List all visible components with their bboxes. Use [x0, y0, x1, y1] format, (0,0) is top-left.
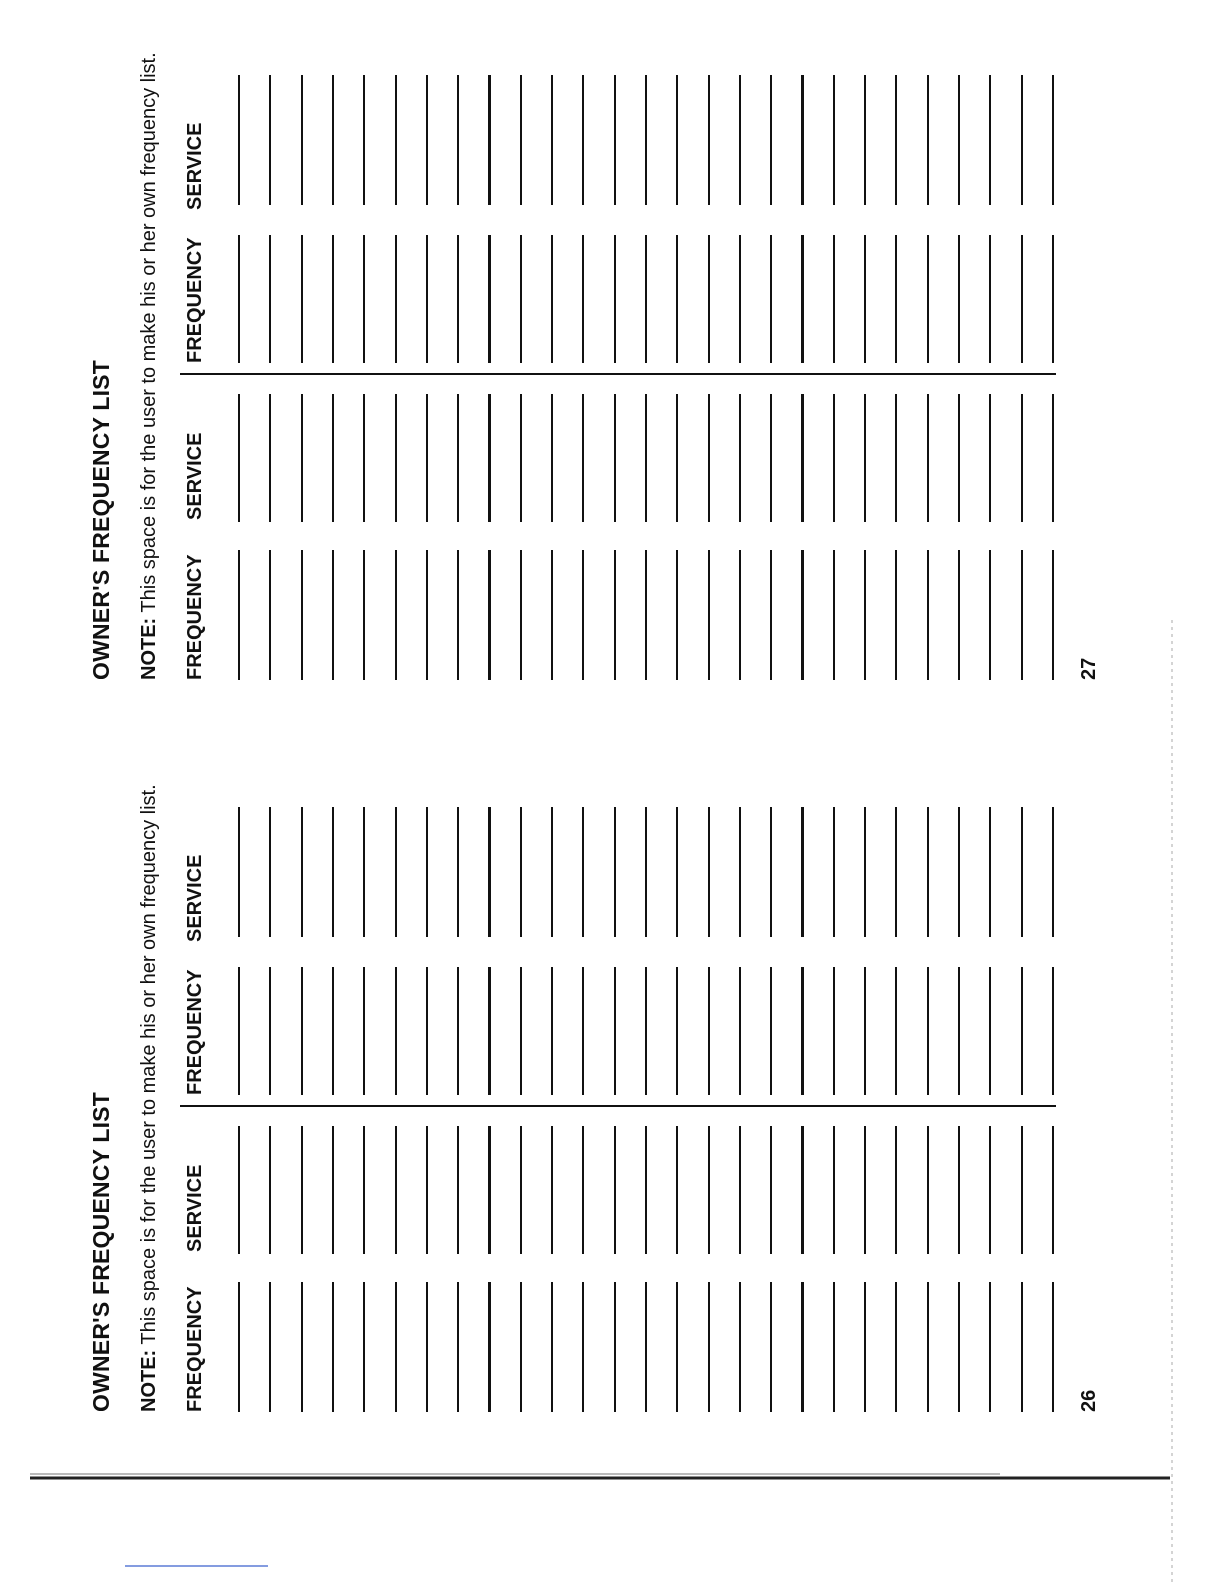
write-line[interactable] [332, 967, 334, 1095]
write-line[interactable] [895, 1126, 897, 1254]
write-line[interactable] [301, 75, 303, 205]
write-line[interactable] [238, 394, 240, 522]
write-line[interactable] [269, 550, 271, 680]
write-line[interactable] [895, 75, 897, 205]
write-line[interactable] [238, 1282, 240, 1412]
write-line[interactable] [1021, 807, 1023, 937]
write-line[interactable] [1052, 1126, 1054, 1254]
write-line[interactable] [457, 1126, 459, 1254]
write-line[interactable] [363, 235, 365, 363]
write-line[interactable] [833, 1126, 835, 1254]
write-line[interactable] [1052, 235, 1054, 363]
write-line[interactable] [739, 235, 741, 363]
write-line[interactable] [426, 394, 428, 522]
write-line[interactable] [332, 807, 334, 937]
note-text: This space is for the user to make his or her own frequency list. [138, 784, 160, 1345]
write-line[interactable] [614, 235, 616, 363]
header-service-1: SERVICE [184, 1164, 206, 1252]
write-line[interactable] [989, 75, 991, 205]
write-line[interactable] [1021, 550, 1023, 680]
frequency-list-page-right [88, 0, 1100, 680]
write-line[interactable] [269, 235, 271, 363]
write-line[interactable] [301, 1126, 303, 1254]
write-line[interactable] [332, 1282, 334, 1412]
write-line[interactable] [770, 807, 772, 937]
write-line[interactable] [895, 235, 897, 363]
write-line[interactable] [395, 807, 397, 937]
write-line[interactable] [927, 550, 929, 680]
write-line[interactable] [1021, 1282, 1023, 1412]
write-line[interactable] [582, 1282, 584, 1412]
write-line[interactable] [457, 1282, 459, 1412]
write-line[interactable] [958, 1282, 960, 1412]
write-line[interactable] [520, 75, 522, 205]
page-note [138, 52, 161, 680]
write-line[interactable] [864, 550, 866, 680]
write-line[interactable] [488, 807, 490, 937]
write-line[interactable] [676, 550, 678, 680]
write-line[interactable] [833, 807, 835, 937]
write-line[interactable] [332, 550, 334, 680]
write-line[interactable] [238, 75, 240, 205]
write-line[interactable] [363, 1282, 365, 1412]
write-line[interactable] [989, 394, 991, 522]
write-line[interactable] [645, 967, 647, 1095]
write-line[interactable] [269, 1282, 271, 1412]
write-line[interactable] [395, 235, 397, 363]
write-line[interactable] [739, 550, 741, 680]
write-line[interactable] [676, 1126, 678, 1254]
write-line[interactable] [551, 967, 553, 1095]
write-line[interactable] [895, 1282, 897, 1412]
write-line[interactable] [582, 1126, 584, 1254]
write-line[interactable] [864, 235, 866, 363]
write-line[interactable] [395, 75, 397, 205]
write-line[interactable] [301, 550, 303, 680]
write-line[interactable] [332, 235, 334, 363]
write-line[interactable] [739, 394, 741, 522]
write-line[interactable] [332, 75, 334, 205]
write-line[interactable] [426, 967, 428, 1095]
write-line[interactable] [301, 967, 303, 1095]
write-line[interactable] [1021, 967, 1023, 1095]
write-line[interactable] [864, 807, 866, 937]
write-line[interactable] [426, 807, 428, 937]
write-line[interactable] [269, 807, 271, 937]
write-line[interactable] [927, 807, 929, 937]
write-line[interactable] [801, 1126, 803, 1254]
write-line[interactable] [363, 807, 365, 937]
write-line[interactable] [301, 394, 303, 522]
write-line[interactable] [395, 1126, 397, 1254]
write-line[interactable] [801, 550, 803, 680]
write-line[interactable] [520, 1126, 522, 1254]
write-line[interactable] [770, 235, 772, 363]
header-service-1: SERVICE [184, 432, 206, 520]
write-line[interactable] [488, 1126, 490, 1254]
write-line[interactable] [363, 394, 365, 522]
write-line[interactable] [958, 550, 960, 680]
write-line[interactable] [895, 394, 897, 522]
write-line[interactable] [614, 807, 616, 937]
write-line[interactable] [770, 1126, 772, 1254]
write-line[interactable] [1052, 807, 1054, 937]
write-line[interactable] [426, 1126, 428, 1254]
write-line[interactable] [426, 75, 428, 205]
header-frequency-1: FREQUENCY [184, 1286, 206, 1412]
write-line[interactable] [708, 550, 710, 680]
write-line[interactable] [770, 967, 772, 1095]
write-line[interactable] [708, 394, 710, 522]
write-line[interactable] [958, 807, 960, 937]
header-service-2: SERVICE [184, 122, 206, 210]
write-line[interactable] [426, 235, 428, 363]
write-line[interactable] [801, 967, 803, 1095]
write-line[interactable] [895, 550, 897, 680]
write-line[interactable] [801, 75, 803, 205]
write-line[interactable] [1052, 394, 1054, 522]
write-line[interactable] [395, 550, 397, 680]
write-line[interactable] [739, 1126, 741, 1254]
write-line[interactable] [363, 1126, 365, 1254]
page-number: 26 [1078, 1389, 1100, 1412]
note-label: NOTE: [138, 617, 160, 680]
write-line[interactable] [363, 75, 365, 205]
write-line[interactable] [238, 967, 240, 1095]
write-line[interactable] [551, 75, 553, 205]
write-line[interactable] [989, 550, 991, 680]
write-line[interactable] [332, 394, 334, 522]
column-divider [180, 1105, 1056, 1107]
write-line[interactable] [551, 807, 553, 937]
write-line[interactable] [864, 75, 866, 205]
write-line[interactable] [801, 394, 803, 522]
write-line[interactable] [833, 75, 835, 205]
write-line[interactable] [488, 550, 490, 680]
write-line[interactable] [520, 235, 522, 363]
write-line[interactable] [582, 807, 584, 937]
write-line[interactable] [833, 394, 835, 522]
write-line[interactable] [645, 394, 647, 522]
write-line[interactable] [520, 550, 522, 680]
write-line[interactable] [269, 967, 271, 1095]
write-line[interactable] [332, 1126, 334, 1254]
write-line[interactable] [582, 550, 584, 680]
page-note [138, 784, 161, 1412]
header-frequency-1: FREQUENCY [184, 554, 206, 680]
write-line[interactable] [864, 967, 866, 1095]
write-line[interactable] [770, 75, 772, 205]
write-line[interactable] [801, 235, 803, 363]
write-line[interactable] [833, 1282, 835, 1412]
write-line[interactable] [958, 967, 960, 1095]
write-line[interactable] [551, 394, 553, 522]
write-line[interactable] [864, 1282, 866, 1412]
write-line[interactable] [708, 1126, 710, 1254]
write-line[interactable] [927, 1282, 929, 1412]
write-line[interactable] [989, 1126, 991, 1254]
write-line[interactable] [395, 394, 397, 522]
write-line[interactable] [708, 75, 710, 205]
write-line[interactable] [645, 550, 647, 680]
write-line[interactable] [582, 394, 584, 522]
write-line[interactable] [457, 75, 459, 205]
write-line[interactable] [864, 1126, 866, 1254]
write-line[interactable] [614, 967, 616, 1095]
write-line[interactable] [1052, 967, 1054, 1095]
write-line[interactable] [614, 75, 616, 205]
write-line[interactable] [676, 235, 678, 363]
write-line[interactable] [614, 1282, 616, 1412]
write-line[interactable] [1052, 550, 1054, 680]
write-line[interactable] [363, 550, 365, 680]
write-line[interactable] [708, 1282, 710, 1412]
write-line[interactable] [895, 967, 897, 1095]
write-line[interactable] [551, 1282, 553, 1412]
write-line[interactable] [614, 1126, 616, 1254]
write-line[interactable] [645, 807, 647, 937]
write-line[interactable] [676, 967, 678, 1095]
note-text: This space is for the user to make his or her own frequency list. [138, 52, 160, 613]
write-line[interactable] [614, 550, 616, 680]
write-line[interactable] [645, 235, 647, 363]
write-line[interactable] [457, 394, 459, 522]
write-line[interactable] [457, 807, 459, 937]
write-line[interactable] [833, 967, 835, 1095]
write-line[interactable] [989, 967, 991, 1095]
write-line[interactable] [488, 967, 490, 1095]
write-line[interactable] [801, 807, 803, 937]
write-line[interactable] [488, 1282, 490, 1412]
write-line[interactable] [582, 235, 584, 363]
write-line[interactable] [676, 394, 678, 522]
write-line[interactable] [582, 75, 584, 205]
write-line[interactable] [645, 1282, 647, 1412]
write-line[interactable] [958, 75, 960, 205]
write-line[interactable] [238, 235, 240, 363]
write-line[interactable] [676, 1282, 678, 1412]
write-line[interactable] [739, 75, 741, 205]
write-line[interactable] [958, 394, 960, 522]
write-line[interactable] [927, 967, 929, 1095]
write-line[interactable] [864, 394, 866, 522]
write-line[interactable] [238, 1126, 240, 1254]
write-line[interactable] [551, 550, 553, 680]
write-line[interactable] [551, 1126, 553, 1254]
write-line[interactable] [426, 1282, 428, 1412]
write-line[interactable] [520, 394, 522, 522]
write-line[interactable] [614, 394, 616, 522]
write-line[interactable] [238, 550, 240, 680]
write-line[interactable] [488, 75, 490, 205]
write-line[interactable] [269, 75, 271, 205]
write-line[interactable] [645, 1126, 647, 1254]
write-line[interactable] [301, 807, 303, 937]
write-line[interactable] [927, 75, 929, 205]
write-line[interactable] [1052, 75, 1054, 205]
header-frequency-2: FREQUENCY [184, 237, 206, 363]
write-line[interactable] [833, 550, 835, 680]
write-line[interactable] [269, 394, 271, 522]
write-line[interactable] [363, 967, 365, 1095]
write-line[interactable] [927, 1126, 929, 1254]
write-line[interactable] [520, 807, 522, 937]
write-line[interactable] [1021, 235, 1023, 363]
write-line[interactable] [426, 550, 428, 680]
write-line[interactable] [770, 1282, 772, 1412]
write-line[interactable] [739, 967, 741, 1095]
note-label: NOTE: [138, 1349, 160, 1412]
write-line[interactable] [676, 807, 678, 937]
write-line[interactable] [676, 75, 678, 205]
write-line[interactable] [895, 807, 897, 937]
write-line[interactable] [1021, 75, 1023, 205]
write-line[interactable] [488, 235, 490, 363]
write-line[interactable] [395, 1282, 397, 1412]
column-divider [180, 373, 1056, 375]
write-line[interactable] [708, 235, 710, 363]
write-line[interactable] [708, 807, 710, 937]
write-line[interactable] [582, 967, 584, 1095]
write-line[interactable] [989, 235, 991, 363]
write-line[interactable] [1052, 1282, 1054, 1412]
header-service-2: SERVICE [184, 854, 206, 942]
write-line[interactable] [833, 235, 835, 363]
write-line[interactable] [958, 235, 960, 363]
write-line[interactable] [1021, 1126, 1023, 1254]
write-line[interactable] [238, 807, 240, 937]
write-line[interactable] [269, 1126, 271, 1254]
write-line[interactable] [770, 550, 772, 680]
write-line[interactable] [301, 235, 303, 363]
page-title: OWNER'S FREQUENCY LIST [88, 1092, 114, 1412]
header-frequency-2: FREQUENCY [184, 969, 206, 1095]
page-title: OWNER'S FREQUENCY LIST [88, 360, 114, 680]
write-line[interactable] [770, 394, 772, 522]
write-line[interactable] [1021, 394, 1023, 522]
write-line[interactable] [927, 394, 929, 522]
write-line[interactable] [457, 967, 459, 1095]
write-line[interactable] [645, 75, 647, 205]
write-line[interactable] [395, 967, 397, 1095]
page-number: 27 [1078, 657, 1100, 680]
write-line[interactable] [739, 1282, 741, 1412]
write-line[interactable] [801, 1282, 803, 1412]
write-line[interactable] [520, 1282, 522, 1412]
write-line[interactable] [989, 807, 991, 937]
write-line[interactable] [989, 1282, 991, 1412]
write-line[interactable] [488, 394, 490, 522]
write-line[interactable] [927, 235, 929, 363]
write-line[interactable] [520, 967, 522, 1095]
write-line[interactable] [708, 967, 710, 1095]
write-line[interactable] [958, 1126, 960, 1254]
write-line[interactable] [551, 235, 553, 363]
write-line[interactable] [457, 235, 459, 363]
write-line[interactable] [301, 1282, 303, 1412]
write-line[interactable] [457, 550, 459, 680]
write-line[interactable] [739, 807, 741, 937]
